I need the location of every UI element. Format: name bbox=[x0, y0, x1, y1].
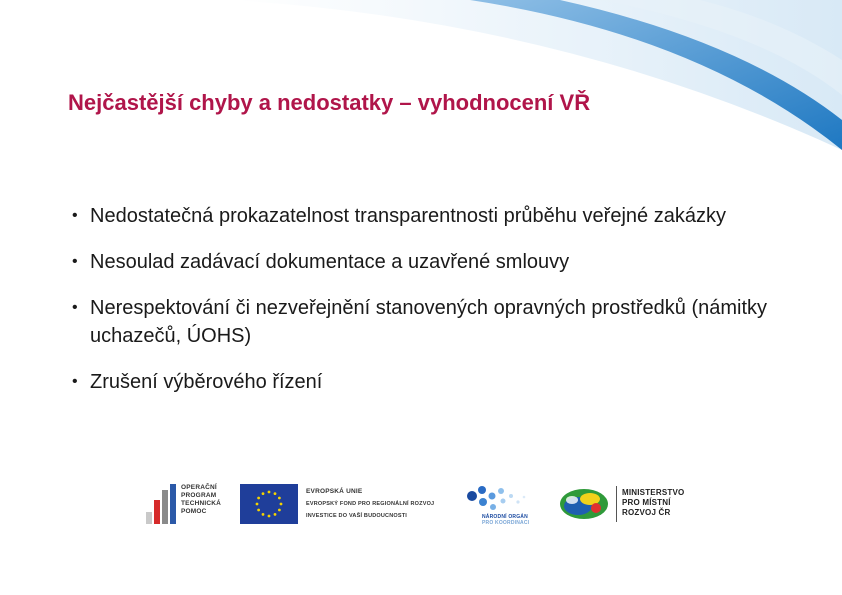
bullet-icon: • bbox=[72, 299, 78, 316]
optp-line: TECHNICKÁ bbox=[181, 500, 222, 507]
eu-line: EVROPSKÝ FOND PRO REGIONÁLNÍ ROZVOJ bbox=[306, 501, 435, 507]
eu-star-icon bbox=[262, 492, 265, 495]
slide-title: Nejčastější chyby a nedostatky – vyhodnocení VŘ bbox=[68, 90, 591, 115]
eu-star-icon bbox=[256, 503, 259, 506]
bullet-text: Zrušení výběrového řízení bbox=[90, 371, 323, 393]
bullet-icon: • bbox=[72, 253, 78, 270]
optp-logo-icon bbox=[146, 484, 176, 524]
eu-star-icon bbox=[262, 513, 265, 516]
eu-star-icon bbox=[257, 497, 260, 500]
eu-star-icon bbox=[274, 513, 277, 516]
eu-line: EVROPSKÁ UNIE bbox=[306, 488, 363, 495]
eu-star-icon bbox=[278, 497, 281, 500]
mmr-line: PRO MÍSTNÍ bbox=[622, 498, 671, 507]
eu-star-icon bbox=[268, 491, 271, 494]
eu-star-icon bbox=[274, 492, 277, 495]
nok-logo-icon bbox=[462, 482, 532, 516]
eu-flag-icon bbox=[240, 484, 298, 524]
eu-logo-text bbox=[306, 488, 434, 520]
logo-strip bbox=[0, 478, 842, 538]
mmr-logo-icon bbox=[558, 486, 610, 522]
bullet-item bbox=[72, 368, 792, 396]
nok-line: NÁRODNÍ ORGÁN bbox=[482, 514, 528, 520]
optp-line: POMOC bbox=[181, 508, 207, 515]
eu-line: INVESTICE DO VAŠÍ BUDOUCNOSTI bbox=[306, 513, 408, 519]
bullet-icon: • bbox=[72, 207, 78, 224]
nok-line: PRO KOORDINACI bbox=[482, 520, 530, 526]
mmr-line: MINISTERSTVO bbox=[622, 488, 685, 497]
mmr-divider bbox=[616, 486, 617, 522]
nok-logo-text bbox=[482, 514, 529, 526]
bullet-item bbox=[72, 202, 792, 230]
bullet-text: Nedostatečná prokazatelnost transparentnosti průběhu veřejné zakázky bbox=[90, 205, 726, 227]
bullet-text: Nerespektování či nezveřejnění stanovených opravných prostředků (námitky uchazečů, ÚOHS) bbox=[90, 297, 768, 347]
optp-line: PROGRAM bbox=[181, 492, 217, 499]
mmr-logo-text bbox=[622, 488, 684, 518]
eu-star-icon bbox=[278, 509, 281, 512]
bullet-icon: • bbox=[72, 373, 78, 390]
bullet-item bbox=[72, 248, 792, 276]
eu-star-icon bbox=[280, 503, 283, 506]
eu-star-icon bbox=[268, 515, 271, 518]
optp-logo-text bbox=[181, 484, 221, 516]
mmr-line: ROZVOJ ČR bbox=[622, 508, 671, 517]
eu-star-icon bbox=[257, 509, 260, 512]
bullet-text: Nesoulad zadávací dokumentace a uzavřené smlouvy bbox=[90, 251, 570, 273]
bullet-item bbox=[72, 294, 792, 350]
bullet-list bbox=[72, 202, 792, 414]
optp-line: OPERAČNÍ bbox=[181, 484, 217, 491]
